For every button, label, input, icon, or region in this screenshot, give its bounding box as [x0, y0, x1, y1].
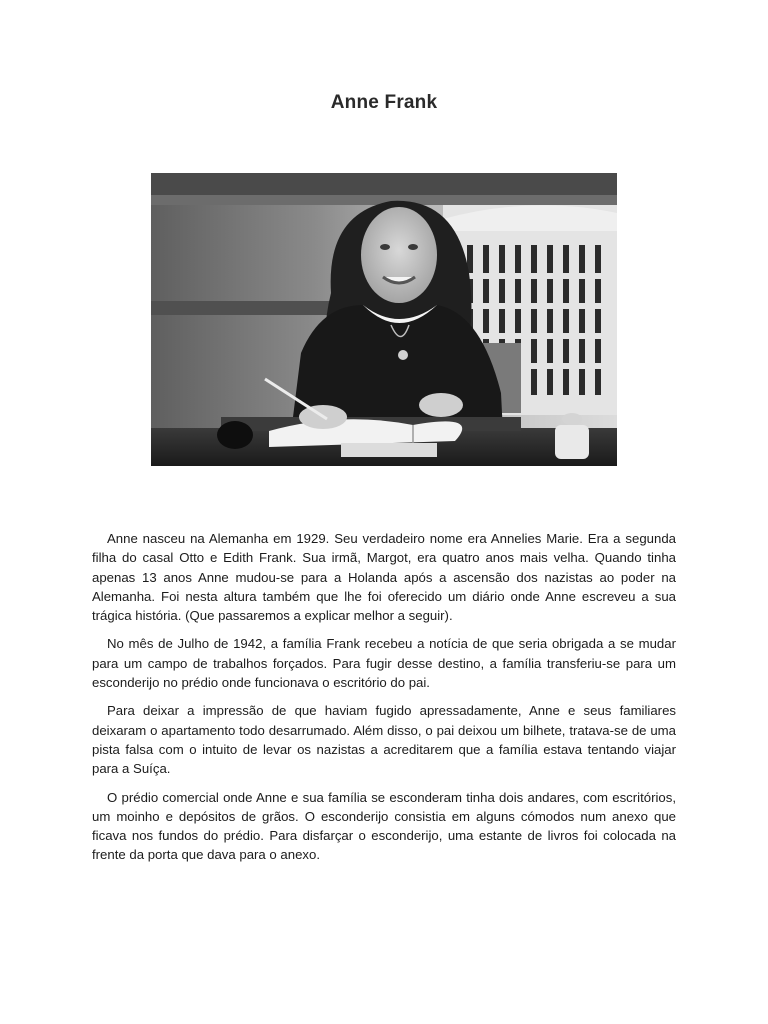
paragraph-4: O prédio comercial onde Anne e sua família se esconderam tinha dois andares, com escritórios, um moinho e depósitos de grãos. O esconderijo consistia em alguns cómodos num anexo que ficava nos fundos do prédio. Para disfarçar o esconderijo, uma estante de livros foi colocada na frente da porta que dava para o anexo.: [92, 789, 676, 863]
portrait-photo-icon: [151, 173, 617, 466]
paragraph-3: Para deixar a impressão de que haviam fugido apressadamente, Anne e seus familiares deixaram o apartamento todo desarrumado. Além disso, o pai deixou um bilhete, tratava-se de uma pista falsa com o intuito de levar os nazistas a acreditarem que a família estava tentando viajar para a Suíça.: [92, 703, 676, 777]
paragraph-2: No mês de Julho de 1942, a família Frank recebeu a notícia de que seria obrigada a se mudar para um campo de trabalhos forçados. Para fugir desse destino, a família transferiu-se para um esconderijo no prédio onde funcionava o escritório do pai.: [92, 636, 676, 691]
body-text: [92, 529, 676, 874]
portrait-photo: [151, 173, 617, 466]
page-title: Anne Frank: [330, 92, 438, 113]
paragraph-1: Anne nasceu na Alemanha em 1929. Seu verdadeiro nome era Annelies Marie. Era a segunda filha do casal Otto e Edith Frank. Sua irmã, Margot, era quatro anos mais velha. Quando tinha apenas 13 anos Anne mudou-se para a Holanda após a ascensão dos nazistas ao poder na Alemanha. Foi nesta altura também que lhe foi oferecido um diário onde Anne escreveu a sua trágica história. (Que passaremos a explicar melhor a seguir).: [92, 531, 676, 624]
